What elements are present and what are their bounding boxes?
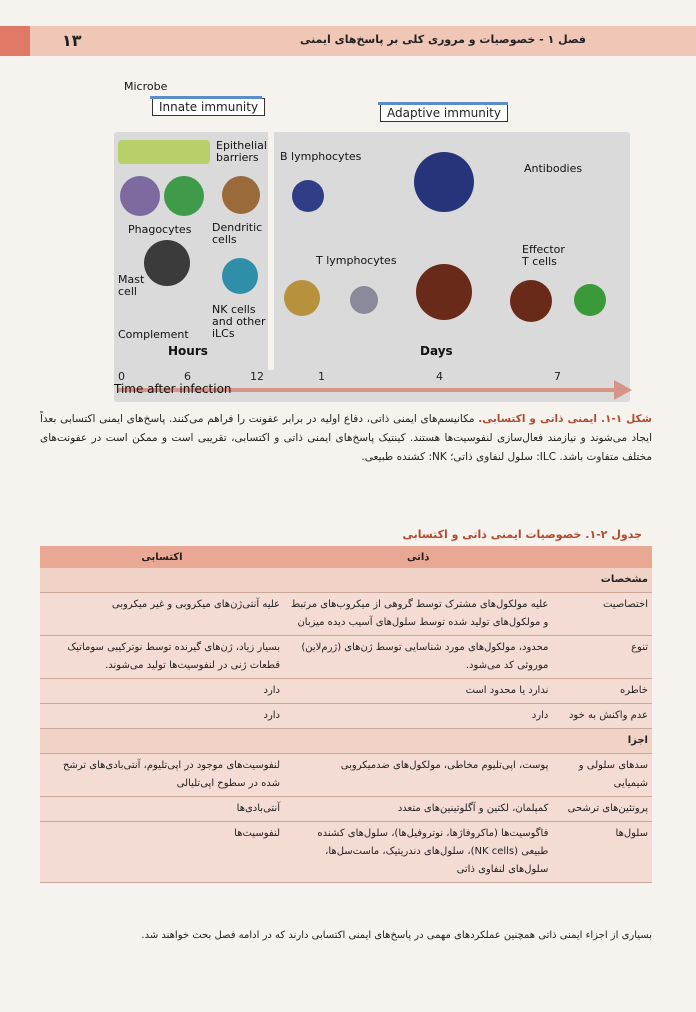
row-label: سدهای سلولی و شیمیایی [552,754,652,797]
figure-caption [40,410,652,467]
table-row [40,704,652,729]
table-footnote: بسیاری از اجزاء ایمنی ذاتی همچنین عملکردهای مهمی در پاسخ‌های ایمنی اکتسابی دارند که در ادامه فصل بحث خواهند شد. [141,930,652,941]
row-innate: علیه مولکول‌های مشترک توسط گروهی از میکروب‌های مرتبط و مولکول‌های تولید شده توسط سلول‌های آسیب دیده میزبان [284,593,552,636]
phagocyte-cell [120,176,160,216]
b-cell-cluster [414,152,474,212]
tick-day-7: 7 [554,370,561,383]
page-number: ۱۳ [62,31,82,50]
caption-text: مکانیسم‌های ایمنی ذاتی، دفاع اولیه در برابر عفونت را فراهم می‌کنند. پاسخ‌های ایمنی اکتسابی بعداً ایجاد می‌شوند و نیازمند فعال‌سازی لنفوسیت‌ها هستند. کینتیک پاسخ‌های ایمنی ذاتی و اکتسابی، تقریبی است و ممکن است در عفونت‌های مختلف متفاوت باشد. ILC: سلول لنفاوی ذاتی؛ NK: کشنده طبیعی. [40,413,652,463]
label-dendritic: Dendritic cells [212,221,263,246]
innate-bar [150,96,262,99]
b-cell [292,180,324,212]
panel-divider [268,132,274,370]
row-innate: فاگوسیت‌ها (ماکروفاژها، نوتروفیل‌ها)، سلول‌های کشنده طبیعی (NK cells)، سلول‌های دندریتیک، ماست‌سل‌ها، سلول‌های لنفاوی ذاتی [284,822,552,883]
row-innate: محدود، مولکول‌های مورد شناسایی توسط ژن‌های (ژرم‌لاین) موروثی کد می‌شود. [284,636,552,679]
table-title: جدول ۲-۱. خصوصیات ایمنی ذاتی و اکتسابی [402,528,642,541]
row-label: اختصاصیت [552,593,652,636]
label-b-lymphocytes: B lymphocytes [280,150,362,163]
header-adaptive: اکتسابی [40,546,284,568]
epithelium [118,140,210,164]
dendritic-cell [222,176,260,214]
label-microbe: Microbe [124,80,168,93]
label-hours: Hours [168,344,208,358]
row-adaptive: دارد [40,704,284,729]
apc-cell [284,280,320,316]
tick-0: 0 [118,370,125,383]
label-phagocytes: Phagocytes [128,223,192,236]
label-nk: NK cells and other iLCs [212,303,266,340]
table-row [40,754,652,797]
row-adaptive: علیه آنتی‌ژن‌های میکروبی و غیر میکروبی [40,593,284,636]
tick-day-1: 1 [318,370,325,383]
comparison-table [40,546,652,883]
label-adaptive: Adaptive immunity [380,104,508,122]
label-complement: Complement [118,328,189,341]
table-row [40,568,652,593]
label-innate: Innate immunity [152,98,265,116]
table-row [40,797,652,822]
header-innate: ذاتی [284,546,552,568]
table-row [40,636,652,679]
label-time-after: Time after infection [114,382,232,396]
adaptive-bar [378,102,508,105]
table-row [40,679,652,704]
row-innate: ندارد یا محدود است [284,679,552,704]
header-label [552,546,652,568]
target-cell [574,284,606,316]
chapter-title: فصل ۱ - خصوصیات و مروری کلی بر پاسخ‌های ایمنی [299,33,586,46]
row-adaptive: آنتی‌بادی‌ها [40,797,284,822]
table-row [40,729,652,754]
mast-cell [144,240,190,286]
color-tab [0,26,30,56]
section-label: مشخصات [40,568,652,593]
tick-day-4: 4 [436,370,443,383]
row-adaptive: لنفوسیت‌های موجود در اپی‌تلیوم، آنتی‌بادی‌های ترشح شده در سطوح اپی‌تلیالی [40,754,284,797]
section-label: اجزا [40,729,652,754]
tick-12: 12 [250,370,264,383]
row-label: سلول‌ها [552,822,652,883]
t-cell-cluster [416,264,472,320]
phagocyte-cell-2 [164,176,204,216]
figure [104,80,644,400]
row-innate: پوست، اپی‌تلیوم مخاطی، مولکول‌های ضدمیکروبی [284,754,552,797]
row-adaptive: بسیار زیاد، ژن‌های گیرنده توسط نوترکیبی سوماتیک قطعات ژنی در لنفوسیت‌ها تولید می‌شوند. [40,636,284,679]
label-t-lymphocytes: T lymphocytes [316,254,397,267]
running-header [0,26,696,56]
table-header-row [40,546,652,568]
caption-title: شکل ۱-۱. ایمنی ذاتی و اکتسابی. [478,413,652,425]
label-epithelial: Epithelial barriers [216,139,267,164]
label-antibodies: Antibodies [524,162,583,175]
row-adaptive: لنفوسیت‌ها [40,822,284,883]
t-cell [350,286,378,314]
label-effector: Effector T cells [522,243,565,268]
row-innate: دارد [284,704,552,729]
table-row [40,593,652,636]
row-label: تنوع [552,636,652,679]
table-row [40,822,652,883]
row-label: پروتئین‌های ترشحی [552,797,652,822]
time-axis-arrow [614,380,632,400]
effector-t-cell [510,280,552,322]
label-mast: Mast cell [118,273,145,298]
row-label: خاطره [552,679,652,704]
label-days: Days [420,344,453,358]
row-innate: کمپلمان، لکتین و آگلوتینین‌های متعدد [284,797,552,822]
tick-6: 6 [184,370,191,383]
row-adaptive: دارد [40,679,284,704]
nk-cell [222,258,258,294]
row-label: عدم واکنش به خود [552,704,652,729]
